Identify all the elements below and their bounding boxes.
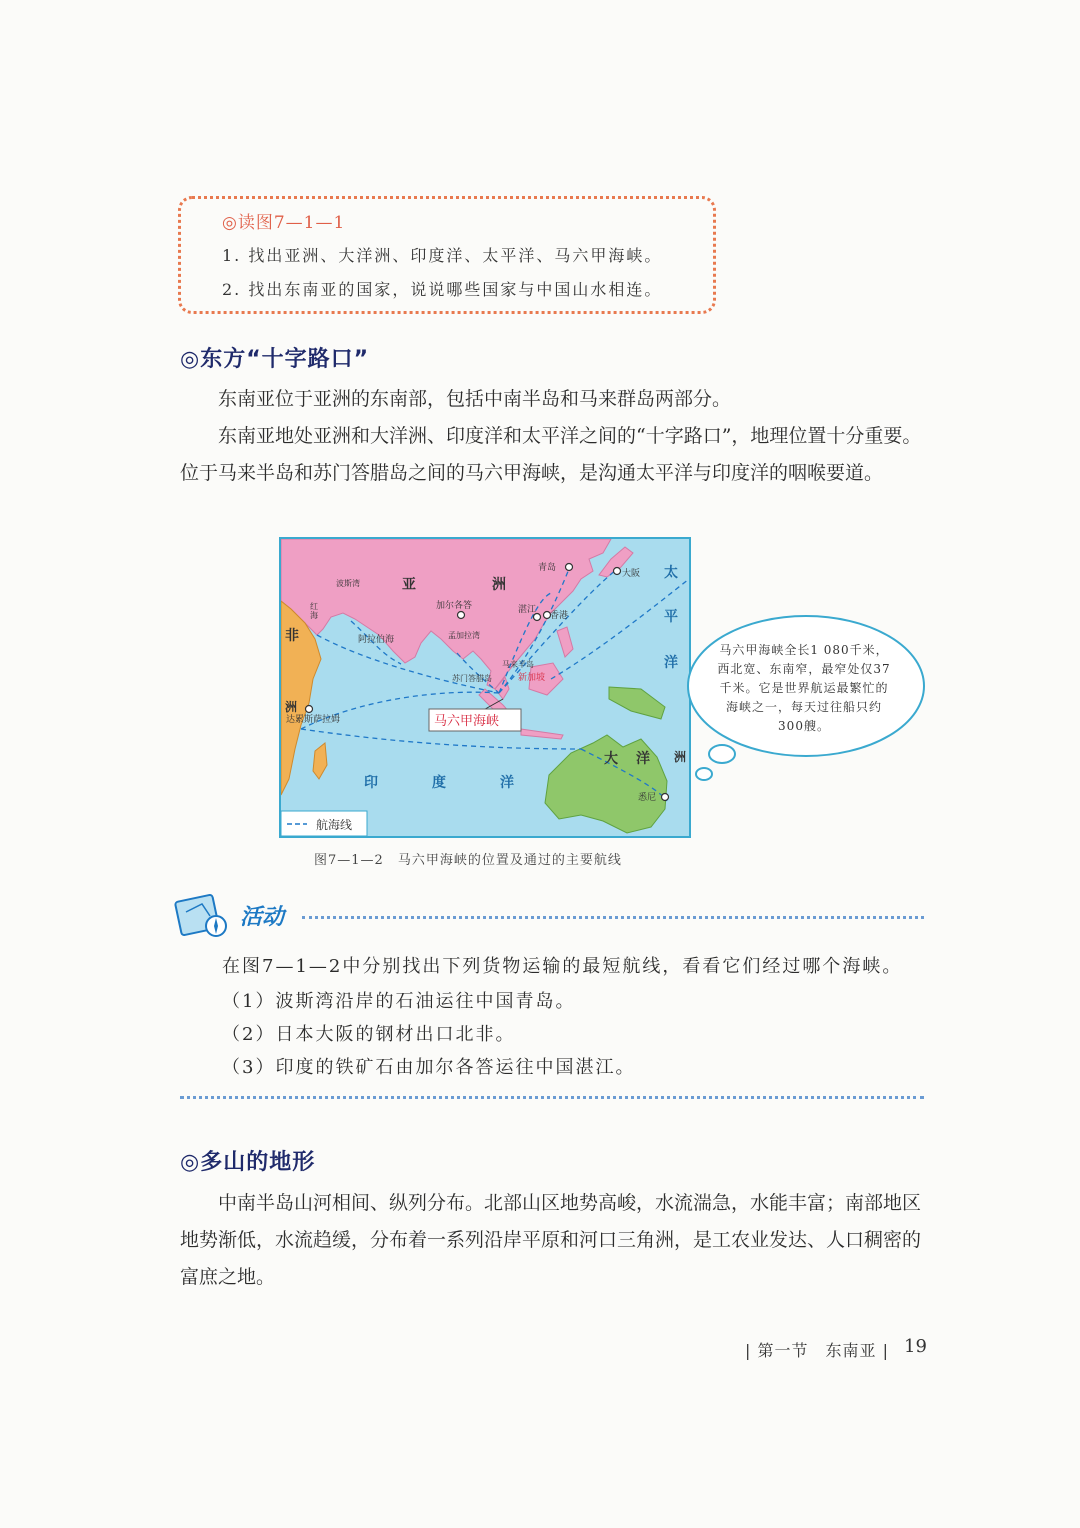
city-hongkong: 香港 <box>550 611 569 621</box>
osaka-dot <box>614 568 621 575</box>
map-label-asia: 洲 <box>492 577 506 593</box>
activity-item: （1）波斯湾沿岸的石油运往中国青岛。 <box>222 991 576 1012</box>
map-label-strait: 马六甲海峡 <box>434 714 500 729</box>
map-label-oceania: 洲 <box>674 750 687 764</box>
sydney-dot <box>662 794 669 801</box>
city-qingdao: 青岛 <box>538 563 557 573</box>
activity-map-icon <box>172 890 234 942</box>
paragraph: 东南亚位于亚洲的东南部，包括中南半岛和马来群岛两部分。 <box>218 388 732 410</box>
reading-item: 1. 找出亚洲、大洋洲、印度洋、太平洋、马六甲海峡。 <box>222 246 663 265</box>
map-label-africa: 非 <box>285 628 299 644</box>
map-label-indian-ocean: 度 <box>432 775 446 791</box>
map-label-bay-of-bengal: 孟加拉湾 <box>448 631 480 640</box>
city-sydney: 悉尼 <box>638 793 657 803</box>
city-zhanjiang: 湛江 <box>518 605 537 615</box>
section-heading-crossroads: ◎东方“十字路口” <box>180 347 370 372</box>
activity-divider <box>302 916 924 919</box>
map-label-arabian-sea: 阿拉伯海 <box>358 635 395 645</box>
paragraph: 中南半岛山河相间、纵列分布。北部山区地势高峻，水流湍急，水能丰富；南部地区地势渐低，水流趋缓，分布着一系列沿岸平原和河口三角洲，是工农业发达、人口稠密的富庶之地。 <box>180 1192 922 1288</box>
map-label-red-sea: 红海 <box>310 602 318 620</box>
activity-intro: 在图7—1—2中分别找出下列货物运输的最短航线，看看它们经过哪个海峡。 <box>222 956 903 977</box>
map-label-indian-ocean: 洋 <box>500 775 514 791</box>
activity-title: 活动 <box>240 905 285 930</box>
city-osaka: 大阪 <box>622 569 641 579</box>
reading-item: 2. 找出东南亚的国家，说说哪些国家与中国山水相连。 <box>222 280 663 299</box>
map-label-pacific: 洋 <box>664 655 678 671</box>
paragraph: 东南亚地处亚洲和大洋洲、印度洋和太平洋之间的“十字路口”，地理位置十分重要。位于马来半岛和苏门答腊岛之间的马六甲海峡，是沟通太平洋与印度洋的咽喉要道。 <box>180 425 922 484</box>
figure-caption: 图7—1—2 马六甲海峡的位置及通过的主要航线 <box>314 853 622 868</box>
map-label-oceania: 大 <box>604 751 618 767</box>
activity-item: （3）印度的铁矿石由加尔各答运往中国湛江。 <box>222 1057 636 1078</box>
activity-item: （2）日本大阪的钢材出口北非。 <box>222 1024 516 1045</box>
city-kolkata: 加尔各答 <box>436 601 473 611</box>
city-dar-es-salaam: 达累斯萨拉姆 <box>286 715 341 725</box>
kolkata-dot <box>458 612 465 619</box>
map-label-oceania: 洋 <box>636 751 650 767</box>
map-label-persian-gulf: 波斯湾 <box>336 579 360 588</box>
map-label-asia: 亚 <box>402 577 416 593</box>
thought-bubble-text: 马六甲海峡全长1 080千米，西北宽、东南窄，最窄处仅37千米。它是世界航运最繁忙的海峡之一，每天过往船只约300艘。 <box>717 643 891 733</box>
map-label-africa: 洲 <box>285 700 298 714</box>
page-number: 19 <box>904 1336 927 1357</box>
map-label-sumatra: 苏门答腊岛 <box>452 674 492 683</box>
section-divider <box>180 1096 924 1099</box>
map-legend-label: 航海线 <box>316 818 353 832</box>
qingdao-dot <box>566 564 573 571</box>
section-heading-terrain: ◎多山的地形 <box>180 1150 316 1175</box>
chapter-footer: | 第一节 东南亚 | <box>745 1341 889 1360</box>
map-label-pacific: 平 <box>664 609 678 625</box>
map-label-pacific: 太 <box>664 565 678 581</box>
map-label-malay-peninsula: 马来半岛 <box>502 660 534 669</box>
map-label-indian-ocean: 印 <box>364 775 378 791</box>
reading-box-title: ◎读图7—1—1 <box>222 213 346 233</box>
city-singapore: 新加坡 <box>518 673 546 683</box>
